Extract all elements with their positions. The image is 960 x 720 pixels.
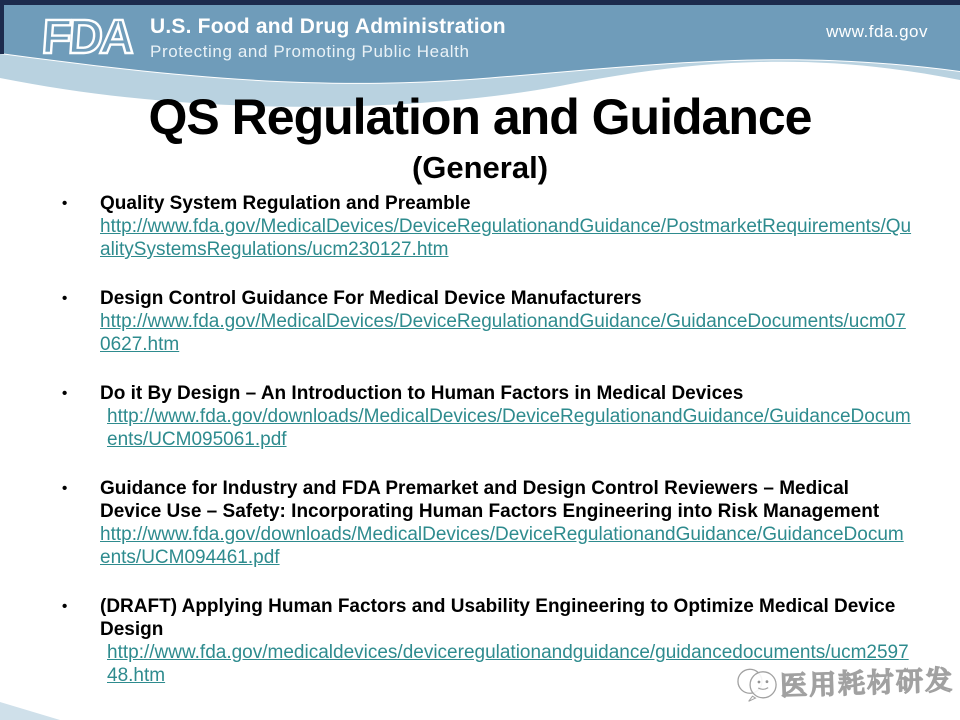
list-item <box>62 477 912 569</box>
item-heading: Do it By Design – An Introduction to Human Factors in Medical Devices <box>100 383 744 404</box>
item-url-link[interactable]: http://www.fda.gov/downloads/MedicalDevices/DeviceRegulationandGuidance/GuidanceDocuments/UCM094461.pdf <box>100 524 904 568</box>
agency-tagline: Protecting and Promoting Public Health <box>150 42 470 61</box>
item-url-link[interactable]: http://www.fda.gov/MedicalDevices/DeviceRegulationandGuidance/PostmarketRequirements/QualitySystemsRegulations/ucm230127.htm <box>100 216 912 260</box>
item-url-link[interactable]: http://www.fda.gov/downloads/MedicalDevices/DeviceRegulationandGuidance/GuidanceDocuments/UCM095061.pdf <box>107 406 911 450</box>
agency-block <box>150 15 506 62</box>
bullet-icon: • <box>62 480 68 497</box>
list-item <box>62 382 912 451</box>
left-border <box>0 0 4 54</box>
item-url-link[interactable]: http://www.fda.gov/MedicalDevices/DeviceRegulationandGuidance/GuidanceDocuments/ucm070627.htm <box>100 311 906 355</box>
agency-name: U.S. Food and Drug Administration <box>150 15 506 38</box>
watermark-text: 医用耗材研发 <box>779 664 955 701</box>
item-heading: Design Control Guidance For Medical Device Manufacturers <box>100 288 642 309</box>
top-border <box>0 0 960 5</box>
wechat-face-icon <box>733 662 780 706</box>
bullet-list <box>62 192 912 713</box>
bullet-icon: • <box>62 195 68 212</box>
fda-website-link[interactable]: www.fda.gov <box>826 22 928 41</box>
bullet-icon: • <box>62 598 68 615</box>
fda-logo-icon: FDA <box>40 11 134 64</box>
bullet-icon: • <box>62 290 68 307</box>
page-title: QS Regulation and Guidance <box>148 89 812 145</box>
list-item <box>62 192 912 261</box>
item-url-link[interactable]: http://www.fda.gov/medicaldevices/deviceregulationandguidance/guidancedocuments/ucm259748.htm <box>107 642 909 686</box>
bullet-icon: • <box>62 385 68 402</box>
item-heading: (DRAFT) Applying Human Factors and Usability Engineering to Optimize Medical Device Design <box>100 596 896 640</box>
watermark <box>733 656 954 706</box>
list-item <box>62 287 912 356</box>
item-heading: Quality System Regulation and Preamble <box>100 193 471 214</box>
corner-wave-graphic <box>0 698 60 720</box>
page-subtitle: (General) <box>411 150 549 185</box>
item-heading: Guidance for Industry and FDA Premarket and Design Control Reviewers – Medical Device Use – Safety: Incorporating Human Factors Engineering into Risk Management <box>100 478 880 522</box>
